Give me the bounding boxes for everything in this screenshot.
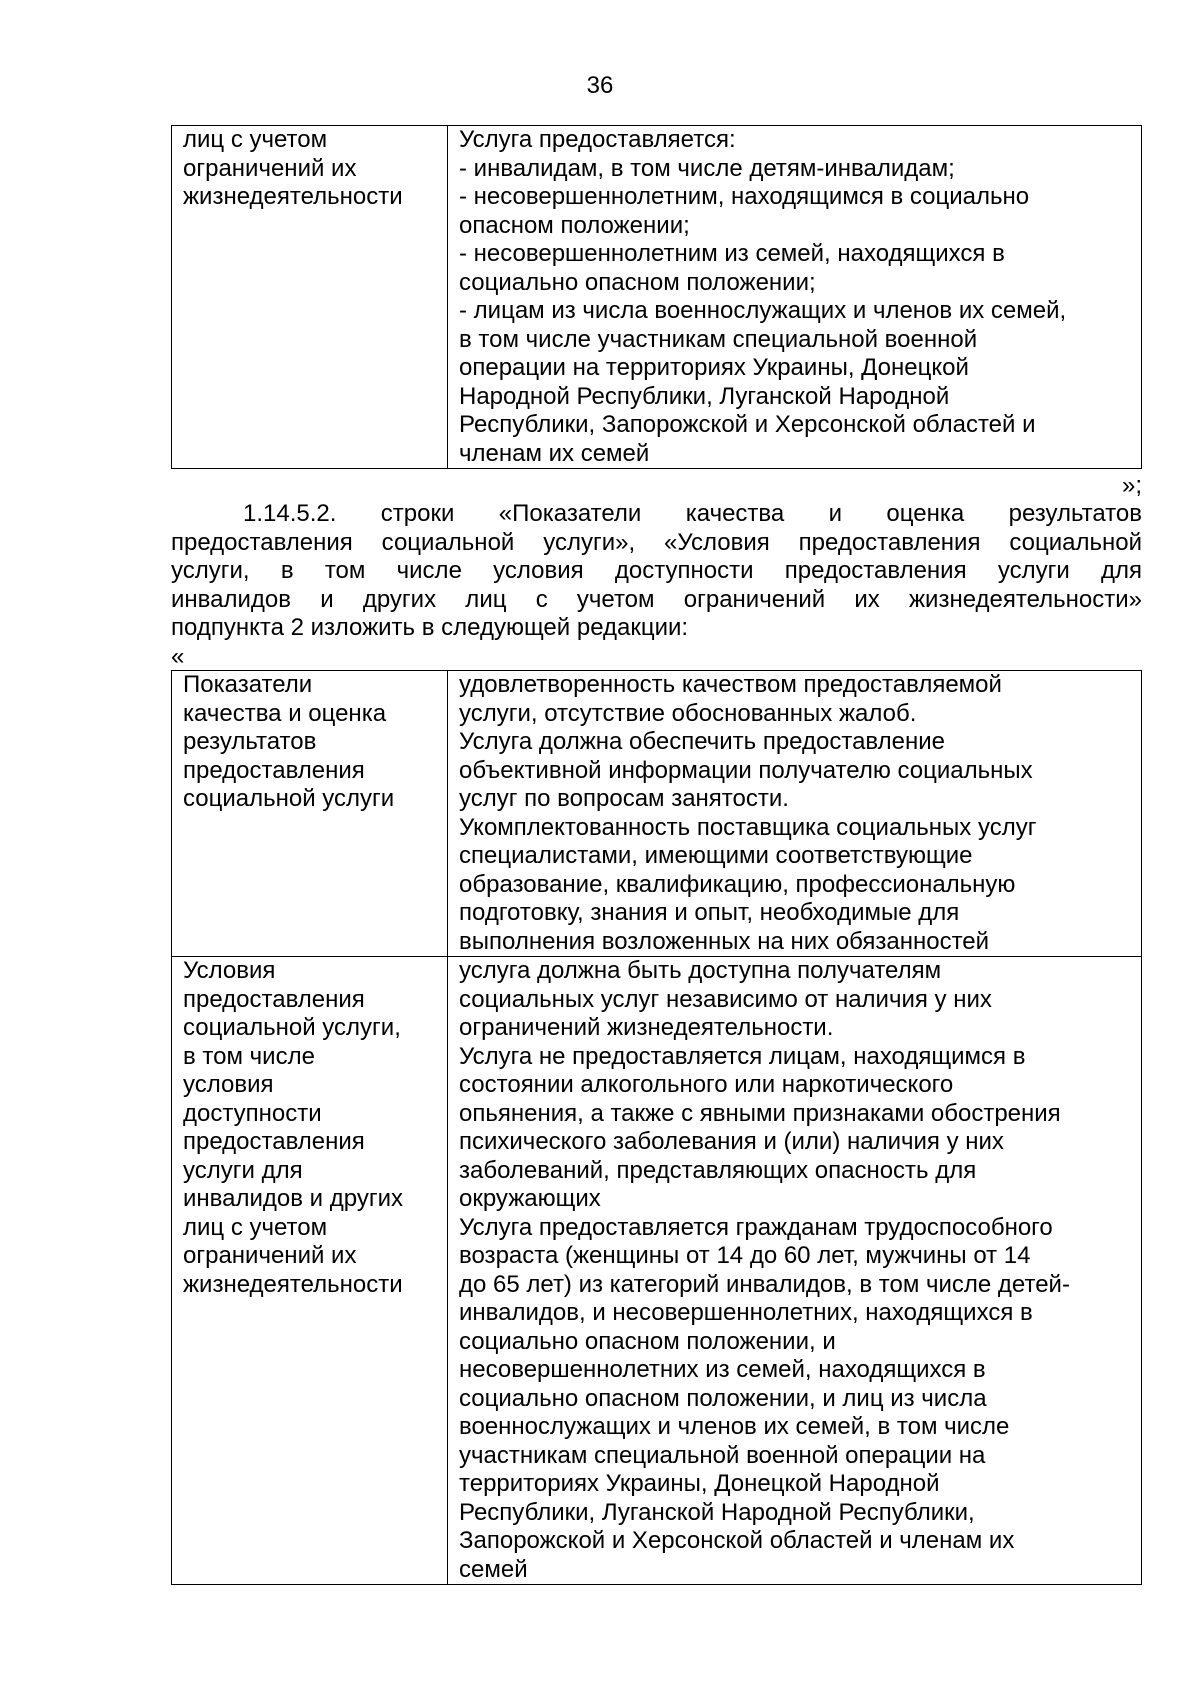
text-line: семей: [459, 1555, 528, 1583]
text-line: участникам специальной военной операции на: [459, 1441, 986, 1469]
text-line: военнослужащих и членов их семей, в том числе: [459, 1413, 1010, 1440]
text-line: социально опасном положении;: [459, 268, 816, 296]
text-line: Народной Республики, Луганской Народной: [459, 382, 950, 410]
text-line: образование, квалификацию, профессиональную: [459, 870, 1016, 898]
text-line: членам их семей: [459, 439, 650, 467]
text-line: социальной услуги,: [183, 1014, 401, 1041]
table2-row1-content: [448, 671, 1142, 957]
text-line: ограничений жизнедеятельности.: [459, 1014, 834, 1041]
text-line: услуги, отсутствие обоснованных жалоб.: [459, 699, 917, 727]
text-line: социальной услуги: [183, 785, 395, 812]
text-line: услуга должна быть доступна получателям: [459, 957, 942, 984]
text-line: опьянения, а также с явными признаками обострения: [459, 1099, 1061, 1127]
text-line: подпункта 2 изложить в следующей редакции:: [171, 614, 689, 641]
text-line: психического заболевания и (или) наличия у них: [459, 1128, 1004, 1155]
text-line: услуги, в том числе условия доступности предоставления услуги для: [171, 557, 1142, 584]
text-line: Услуга предоставляется гражданам трудоспособного: [459, 1213, 1053, 1241]
text-line: объективной информации получателю социальных: [459, 756, 1033, 784]
text-line: социально опасном положении, и лиц из числа: [459, 1384, 987, 1412]
text-line: качества и оценка: [183, 699, 387, 727]
text-line: инвалидов и других: [183, 1185, 403, 1212]
text-line: Условия: [183, 957, 276, 984]
text-line: операции на территориях Украины, Донецкой: [459, 354, 969, 381]
text-line: несовершеннолетних из семей, находящихся в: [459, 1356, 986, 1383]
text-line: Укомплектованность поставщика социальных услуг: [459, 813, 1037, 841]
text-line: условия: [183, 1071, 274, 1098]
text-line: Услуга предоставляется:: [459, 126, 736, 153]
opening-quote-mark: «: [171, 643, 185, 670]
table-new-edition: [171, 670, 1142, 1585]
text-line: Республики, Луганской Народной Республики,: [459, 1498, 975, 1526]
text-line: Услуга должна обеспечить предоставление: [459, 728, 945, 755]
text-line: - инвалидам, в том числе детям-инвалидам;: [459, 154, 955, 182]
text-line: заболеваний, представляющих опасность для: [459, 1156, 977, 1184]
text-line: - лицам из числа военнослужащих и членов их семей,: [459, 297, 1067, 324]
text-line: лиц с учетом: [183, 126, 328, 153]
text-line: - несовершеннолетним, находящимся в социально: [459, 183, 1030, 210]
text-line: до 65 лет) из категорий инвалидов, в том числе детей-: [459, 1270, 1070, 1298]
text-line: услуг по вопросам занятости.: [459, 785, 789, 812]
text-line: Запорожской и Херсонской областей и членам их: [459, 1527, 1015, 1554]
table2-row2-label: [172, 957, 448, 1585]
text-line: социальных услуг независимо от наличия у них: [459, 985, 992, 1013]
text-line: окружающих: [459, 1185, 601, 1212]
text-line: социально опасном положении, и: [459, 1327, 836, 1355]
text-line: жизнедеятельности: [183, 1270, 403, 1298]
text-line: Услуга не предоставляется лицам, находящимся в: [459, 1042, 1026, 1070]
table-row: [172, 957, 1142, 1585]
text-line: - несовершеннолетним из семей, находящихся в: [459, 240, 1005, 267]
text-line: предоставления: [183, 1128, 365, 1155]
text-line: предоставления: [183, 985, 365, 1013]
text-line: ограничений их: [183, 154, 357, 182]
text-line: услуги для: [183, 1156, 303, 1184]
table1-cell-label: [172, 126, 448, 469]
text-line: специалистами, имеющими соответствующие: [459, 842, 973, 869]
table-row: [172, 126, 1142, 469]
amendment-paragraph: [171, 500, 1142, 643]
text-line: инвалидов и других лиц с учетом ограничений их жизнедеятельности»: [171, 585, 1142, 613]
text-line: инвалидов, и несовершеннолетних, находящихся в: [459, 1299, 1033, 1326]
closing-quote-mark: »;: [1121, 472, 1142, 499]
text-line: удовлетворенность качеством предоставляемой: [459, 671, 1002, 698]
text-line: результатов: [183, 728, 317, 755]
text-line: состоянии алкогольного или наркотического: [459, 1071, 954, 1098]
text-line: предоставления: [183, 756, 365, 784]
text-line: подготовку, знания и опыт, необходимые для: [459, 899, 960, 926]
text-line: доступности: [183, 1099, 322, 1127]
page-number: 36: [586, 72, 614, 99]
text-line: лиц с учетом: [183, 1213, 328, 1241]
text-line: территориях Украины, Донецкой Народной: [459, 1470, 940, 1497]
text-line: в том числе участникам специальной военной: [459, 325, 978, 353]
text-line: Республики, Запорожской и Херсонской областей и: [459, 411, 1036, 438]
table2-row1-label: [172, 671, 448, 957]
text-line: предоставления социальной услуги», «Условия предоставления социальной: [171, 528, 1142, 556]
text-line: выполнения возложенных на них обязанностей: [459, 927, 990, 955]
table-continuation: [171, 125, 1142, 469]
text-line: Показатели: [183, 671, 313, 698]
text-line: опасном положении;: [459, 211, 690, 239]
table-row: [172, 671, 1142, 957]
text-line: жизнедеятельности: [183, 183, 403, 210]
text-line: 1.14.5.2. строки «Показатели качества и оценка результатов: [243, 500, 1142, 527]
text-line: ограничений их: [183, 1242, 357, 1269]
table1-cell-content: [448, 126, 1142, 469]
table2-row2-content: [448, 957, 1142, 1585]
text-line: в том числе: [183, 1042, 315, 1070]
text-line: возраста (женщины от 14 до 60 лет, мужчины от 14: [459, 1242, 1031, 1269]
